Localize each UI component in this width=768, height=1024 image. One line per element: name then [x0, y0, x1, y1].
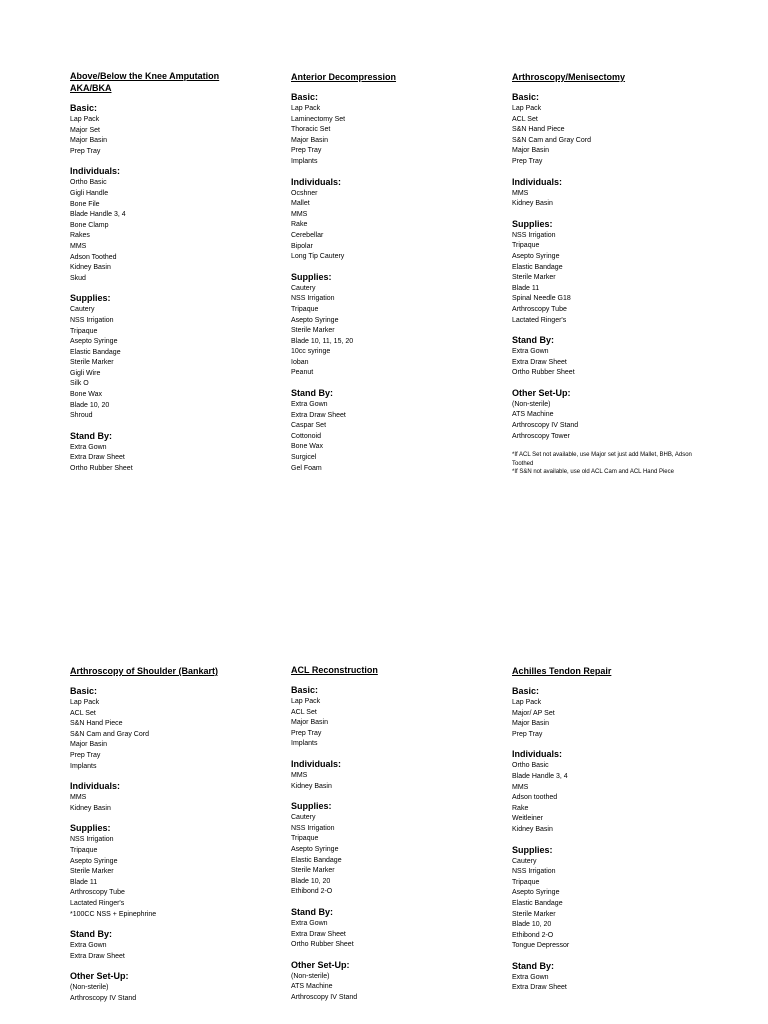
section-supplies: [512, 845, 722, 952]
list-item: Ortho Rubber Sheet: [291, 941, 354, 949]
list-item: Arthroscopy Tube: [512, 305, 567, 313]
list-item: 10cc syringe: [291, 348, 331, 356]
section-heading: Supplies:: [70, 823, 111, 834]
section-heading: Stand By:: [512, 960, 555, 971]
list-item: Lap Pack: [512, 105, 542, 112]
list-item: Blade 11: [512, 284, 540, 292]
list-item: ACL Set: [291, 708, 317, 716]
list-item: Lap Pack: [291, 105, 321, 112]
section-heading: Basic:: [291, 685, 319, 695]
list-item: Tripaque: [70, 327, 98, 335]
list-item: S&N Hand Piece: [70, 720, 123, 728]
list-item: Ethibond 2-O: [291, 888, 333, 896]
list-item: NSS Irrigation: [70, 316, 114, 324]
list-item: Lap Pack: [70, 116, 100, 123]
section-heading: Basic:: [512, 686, 540, 696]
section-heading: Supplies:: [512, 218, 553, 229]
section-supplies: [70, 293, 280, 422]
list-item: MMS: [512, 783, 529, 791]
list-item: Tripaque: [70, 846, 98, 854]
list-item: Prep Tray: [512, 157, 543, 165]
list-item: Ethibond 2-O: [512, 931, 554, 939]
section-heading: Other Set-Up:: [291, 959, 350, 970]
section-heading: Stand By:: [70, 929, 113, 940]
list-item: Blade 10, 20: [70, 401, 110, 409]
list-item: Asepto Syringe: [70, 338, 118, 346]
list-item: Arthroscopy IV Stand: [512, 422, 579, 430]
list-item: Cerebellar: [291, 231, 324, 239]
section-heading: Stand By:: [70, 430, 113, 441]
list-item: Prep Tray: [70, 751, 101, 759]
list-item: Cautery: [291, 814, 316, 822]
card-acl-reconstruction: [291, 664, 501, 1012]
list-item: Major Basin: [70, 137, 107, 145]
list-item: Blade 10, 20: [291, 877, 331, 885]
list-item: Extra Gown: [70, 443, 107, 451]
list-item: Rake: [291, 221, 308, 229]
list-item: Major Basin: [291, 136, 328, 144]
section-stand-by: [70, 929, 280, 962]
section-heading: Individuals:: [70, 781, 121, 792]
list-item: Bone Wax: [70, 391, 103, 399]
list-item: Sterile Marker: [70, 868, 114, 876]
list-item: Bipolar: [291, 242, 313, 250]
list-item: (Non-sterile): [291, 972, 330, 980]
section-stand-by: [291, 907, 501, 951]
list-item: Arthroscopy IV Stand: [70, 994, 137, 1002]
section-heading: Supplies:: [512, 844, 553, 855]
section-basic: [291, 685, 501, 750]
list-item: Extra Draw Sheet: [291, 930, 346, 938]
list-item: Arthroscopy IV Stand: [291, 993, 358, 1001]
list-item: Rake: [512, 804, 529, 812]
section-individuals: [70, 166, 280, 284]
list-item: Lap Pack: [512, 699, 542, 706]
section-basic: [70, 103, 280, 157]
list-item: Tripaque: [291, 305, 319, 313]
card-arthroscopy-shoulder: [70, 665, 280, 1013]
procedure-title-line: Anterior Decompression: [291, 72, 397, 82]
list-item: Extra Gown: [512, 973, 549, 981]
list-item: Lap Pack: [291, 698, 321, 705]
list-item: Silk O: [70, 380, 89, 388]
section-stand-by: [291, 388, 501, 474]
list-item: MMS: [70, 794, 87, 802]
list-item: Major Set: [70, 126, 100, 134]
list-item: Ortho Basic: [70, 179, 107, 187]
list-item: Caspar Set: [291, 422, 327, 430]
procedure-title-line: Arthroscopy/Menisectomy: [512, 72, 626, 82]
procedure-title: [70, 70, 280, 94]
list-item: Cautery: [291, 284, 316, 292]
list-item: Spinal Needle G18: [512, 295, 571, 303]
section-individuals: [291, 759, 501, 792]
procedure-title: [70, 665, 280, 677]
section-heading: Basic:: [291, 92, 319, 102]
list-item: Ioban: [291, 358, 309, 366]
card-arthroscopy-menisectomy: [512, 71, 722, 476]
footnote: *If ACL Set not available, use Major set just add Mallet, BHB, Adson Toothed: [512, 452, 692, 467]
list-item: S&N Cam and Gray Cord: [70, 730, 149, 738]
list-item: Shroud: [70, 412, 93, 420]
list-item: (Non-sterile): [512, 400, 551, 408]
list-item: Implants: [291, 740, 318, 748]
procedure-title-line: Above/Below the Knee Amputation: [70, 71, 220, 81]
section-heading: Stand By:: [291, 388, 334, 399]
procedure-title: [291, 71, 501, 83]
list-item: Asepto Syringe: [512, 252, 560, 260]
section-heading: Stand By:: [291, 906, 334, 917]
list-item: Prep Tray: [291, 729, 322, 737]
list-item: Asepto Syringe: [70, 857, 118, 865]
list-item: Extra Gown: [291, 401, 328, 409]
list-item: Tongue Depressor: [512, 942, 570, 950]
list-item: Extra Draw Sheet: [512, 358, 567, 366]
list-item: Extra Gown: [70, 942, 107, 950]
list-item: Sterile Marker: [512, 910, 556, 918]
list-item: Adson toothed: [512, 794, 558, 802]
list-item: Asepto Syringe: [291, 316, 339, 324]
list-item: Arthroscopy Tower: [512, 432, 570, 440]
list-item: Gel Foam: [291, 464, 322, 472]
list-item: Major/ AP Set: [512, 709, 555, 717]
list-item: Sterile Marker: [291, 867, 335, 875]
list-item: MMS: [291, 210, 308, 218]
list-item: Skud: [70, 274, 86, 282]
list-item: Major Basin: [291, 719, 328, 727]
list-item: Major Basin: [70, 741, 107, 749]
section-stand-by: [70, 431, 280, 475]
list-item: Lactated Ringer's: [70, 899, 125, 907]
list-item: Asepto Syringe: [291, 845, 339, 853]
procedure-title-line: Achilles Tendon Repair: [512, 666, 612, 676]
list-item: Asepto Syringe: [512, 889, 560, 897]
list-item: Major Basin: [512, 147, 549, 155]
list-item: Ortho Rubber Sheet: [512, 369, 575, 377]
section-heading: Basic:: [70, 103, 98, 113]
list-item: Gigli Wire: [70, 369, 101, 377]
section-heading: Individuals:: [291, 176, 342, 187]
list-item: ACL Set: [70, 709, 96, 717]
list-item: Sterile Marker: [70, 359, 114, 367]
list-item: Laminectomy Set: [291, 115, 346, 123]
list-item: Extra Gown: [512, 348, 549, 356]
list-item: Gigli Handle: [70, 189, 109, 197]
card-achilles-tendon-repair: [512, 665, 722, 1003]
procedure-title: [512, 71, 722, 83]
section-supplies: [512, 219, 722, 326]
list-item: Kidney Basin: [70, 804, 111, 812]
section-basic: [70, 686, 280, 772]
list-item: Cautery: [70, 306, 95, 314]
procedure-title-line: Arthroscopy of Shoulder (Bankart): [70, 666, 219, 676]
list-item: Blade Handle 3, 4: [512, 772, 568, 780]
list-item: Blade 11: [70, 878, 98, 886]
procedure-title-line: AKA/BKA: [70, 83, 112, 93]
list-item: Extra Draw Sheet: [70, 454, 125, 462]
list-item: Bone File: [70, 200, 100, 208]
section-heading: Individuals:: [70, 166, 121, 177]
list-item: S&N Hand Piece: [512, 126, 565, 134]
section-stand-by: [512, 335, 722, 379]
list-item: Mallet: [291, 200, 310, 208]
section-stand-by: [512, 961, 722, 994]
footnotes: [512, 451, 722, 476]
list-item: MMS: [70, 242, 87, 250]
list-item: Tripaque: [512, 242, 540, 250]
list-item: Implants: [70, 762, 97, 770]
section-heading: Supplies:: [291, 271, 332, 282]
list-item: Arthroscopy Tube: [70, 889, 125, 897]
list-item: Prep Tray: [70, 147, 101, 155]
section-individuals: [512, 749, 722, 835]
list-item: NSS Irrigation: [512, 868, 556, 876]
list-item: ATS Machine: [512, 411, 554, 419]
list-item: Blade Handle 3, 4: [70, 211, 126, 219]
list-item: Adson Toothed: [70, 253, 117, 261]
list-item: Blade 10, 20: [512, 921, 552, 929]
list-item: Tripaque: [291, 835, 319, 843]
list-item: Kidney Basin: [70, 264, 111, 272]
list-item: Thoracic Set: [291, 126, 331, 134]
list-item: NSS Irrigation: [512, 231, 556, 239]
list-item: Kidney Basin: [512, 200, 553, 208]
list-item: Cautery: [512, 857, 537, 865]
section-supplies: [291, 801, 501, 898]
list-item: Bone Clamp: [70, 221, 109, 229]
list-item: MMS: [291, 771, 308, 779]
list-item: Rakes: [70, 232, 90, 240]
section-basic: [512, 686, 722, 740]
section-heading: Other Set-Up:: [70, 971, 129, 982]
list-item: Implants: [291, 157, 318, 165]
list-item: Extra Gown: [291, 919, 328, 927]
section-individuals: [70, 781, 280, 814]
list-item: NSS Irrigation: [291, 824, 335, 832]
footnote: *If S&N not available, use old ACL Cam and ACL Hand Piece: [512, 469, 674, 476]
list-item: Lap Pack: [70, 699, 100, 706]
section-other-set-up: [512, 388, 722, 442]
list-item: Elastic Bandage: [512, 899, 563, 907]
section-individuals: [512, 177, 722, 210]
procedure-title-line: ACL Reconstruction: [291, 665, 378, 675]
list-item: NSS Irrigation: [291, 295, 335, 303]
section-individuals: [291, 177, 501, 263]
list-item: Ortho Basic: [512, 762, 549, 770]
list-item: Extra Draw Sheet: [291, 411, 346, 419]
list-item: S&N Cam and Gray Cord: [512, 136, 591, 144]
section-basic: [291, 92, 501, 168]
list-item: NSS Irrigation: [70, 836, 114, 844]
list-item: Blade 10, 11, 15, 20: [291, 337, 354, 345]
section-basic: [512, 92, 722, 168]
list-item: (Non-sterile): [70, 984, 109, 992]
list-item: Sterile Marker: [291, 327, 335, 335]
section-heading: Supplies:: [291, 801, 332, 812]
section-heading: Basic:: [70, 686, 98, 696]
list-item: Sterile Marker: [512, 274, 556, 282]
card-aka-bka: [70, 70, 280, 484]
list-item: Kidney Basin: [291, 782, 332, 790]
list-item: Kidney Basin: [512, 825, 553, 833]
list-item: Lactated Ringer's: [512, 316, 567, 324]
section-heading: Individuals:: [291, 758, 342, 769]
list-item: Tripaque: [512, 878, 540, 886]
list-item: ACL Set: [512, 115, 538, 123]
list-item: MMS: [512, 189, 529, 197]
list-item: Ortho Rubber Sheet: [70, 465, 133, 473]
list-item: Weitleiner: [512, 815, 543, 823]
section-heading: Individuals:: [512, 749, 563, 760]
section-heading: Other Set-Up:: [512, 387, 571, 398]
list-item: Elastic Bandage: [70, 348, 121, 356]
list-item: Bone Wax: [291, 443, 324, 451]
list-item: Extra Draw Sheet: [70, 952, 125, 960]
section-heading: Supplies:: [70, 293, 111, 304]
list-item: Elastic Bandage: [512, 263, 563, 271]
section-other-set-up: [70, 971, 280, 1004]
list-item: ATS Machine: [291, 983, 333, 991]
list-item: Ocshner: [291, 189, 318, 197]
section-heading: Individuals:: [512, 176, 563, 187]
list-item: Cottonoid: [291, 432, 321, 440]
section-other-set-up: [291, 960, 501, 1004]
card-anterior-decompression: [291, 71, 501, 483]
list-item: Surgicel: [291, 454, 317, 462]
list-item: *100CC NSS + Epinephrine: [70, 910, 157, 918]
list-item: Elastic Bandage: [291, 856, 342, 864]
list-item: Long Tip Cautery: [291, 253, 345, 261]
list-item: Extra Draw Sheet: [512, 984, 567, 992]
procedure-title: [291, 664, 501, 676]
section-heading: Stand By:: [512, 335, 555, 346]
list-item: Prep Tray: [512, 730, 543, 738]
procedure-title: [512, 665, 722, 677]
section-heading: Basic:: [512, 92, 540, 102]
list-item: Prep Tray: [291, 147, 322, 155]
section-supplies: [70, 823, 280, 920]
list-item: Major Basin: [512, 720, 549, 728]
list-item: Peanut: [291, 369, 314, 377]
section-supplies: [291, 272, 501, 379]
